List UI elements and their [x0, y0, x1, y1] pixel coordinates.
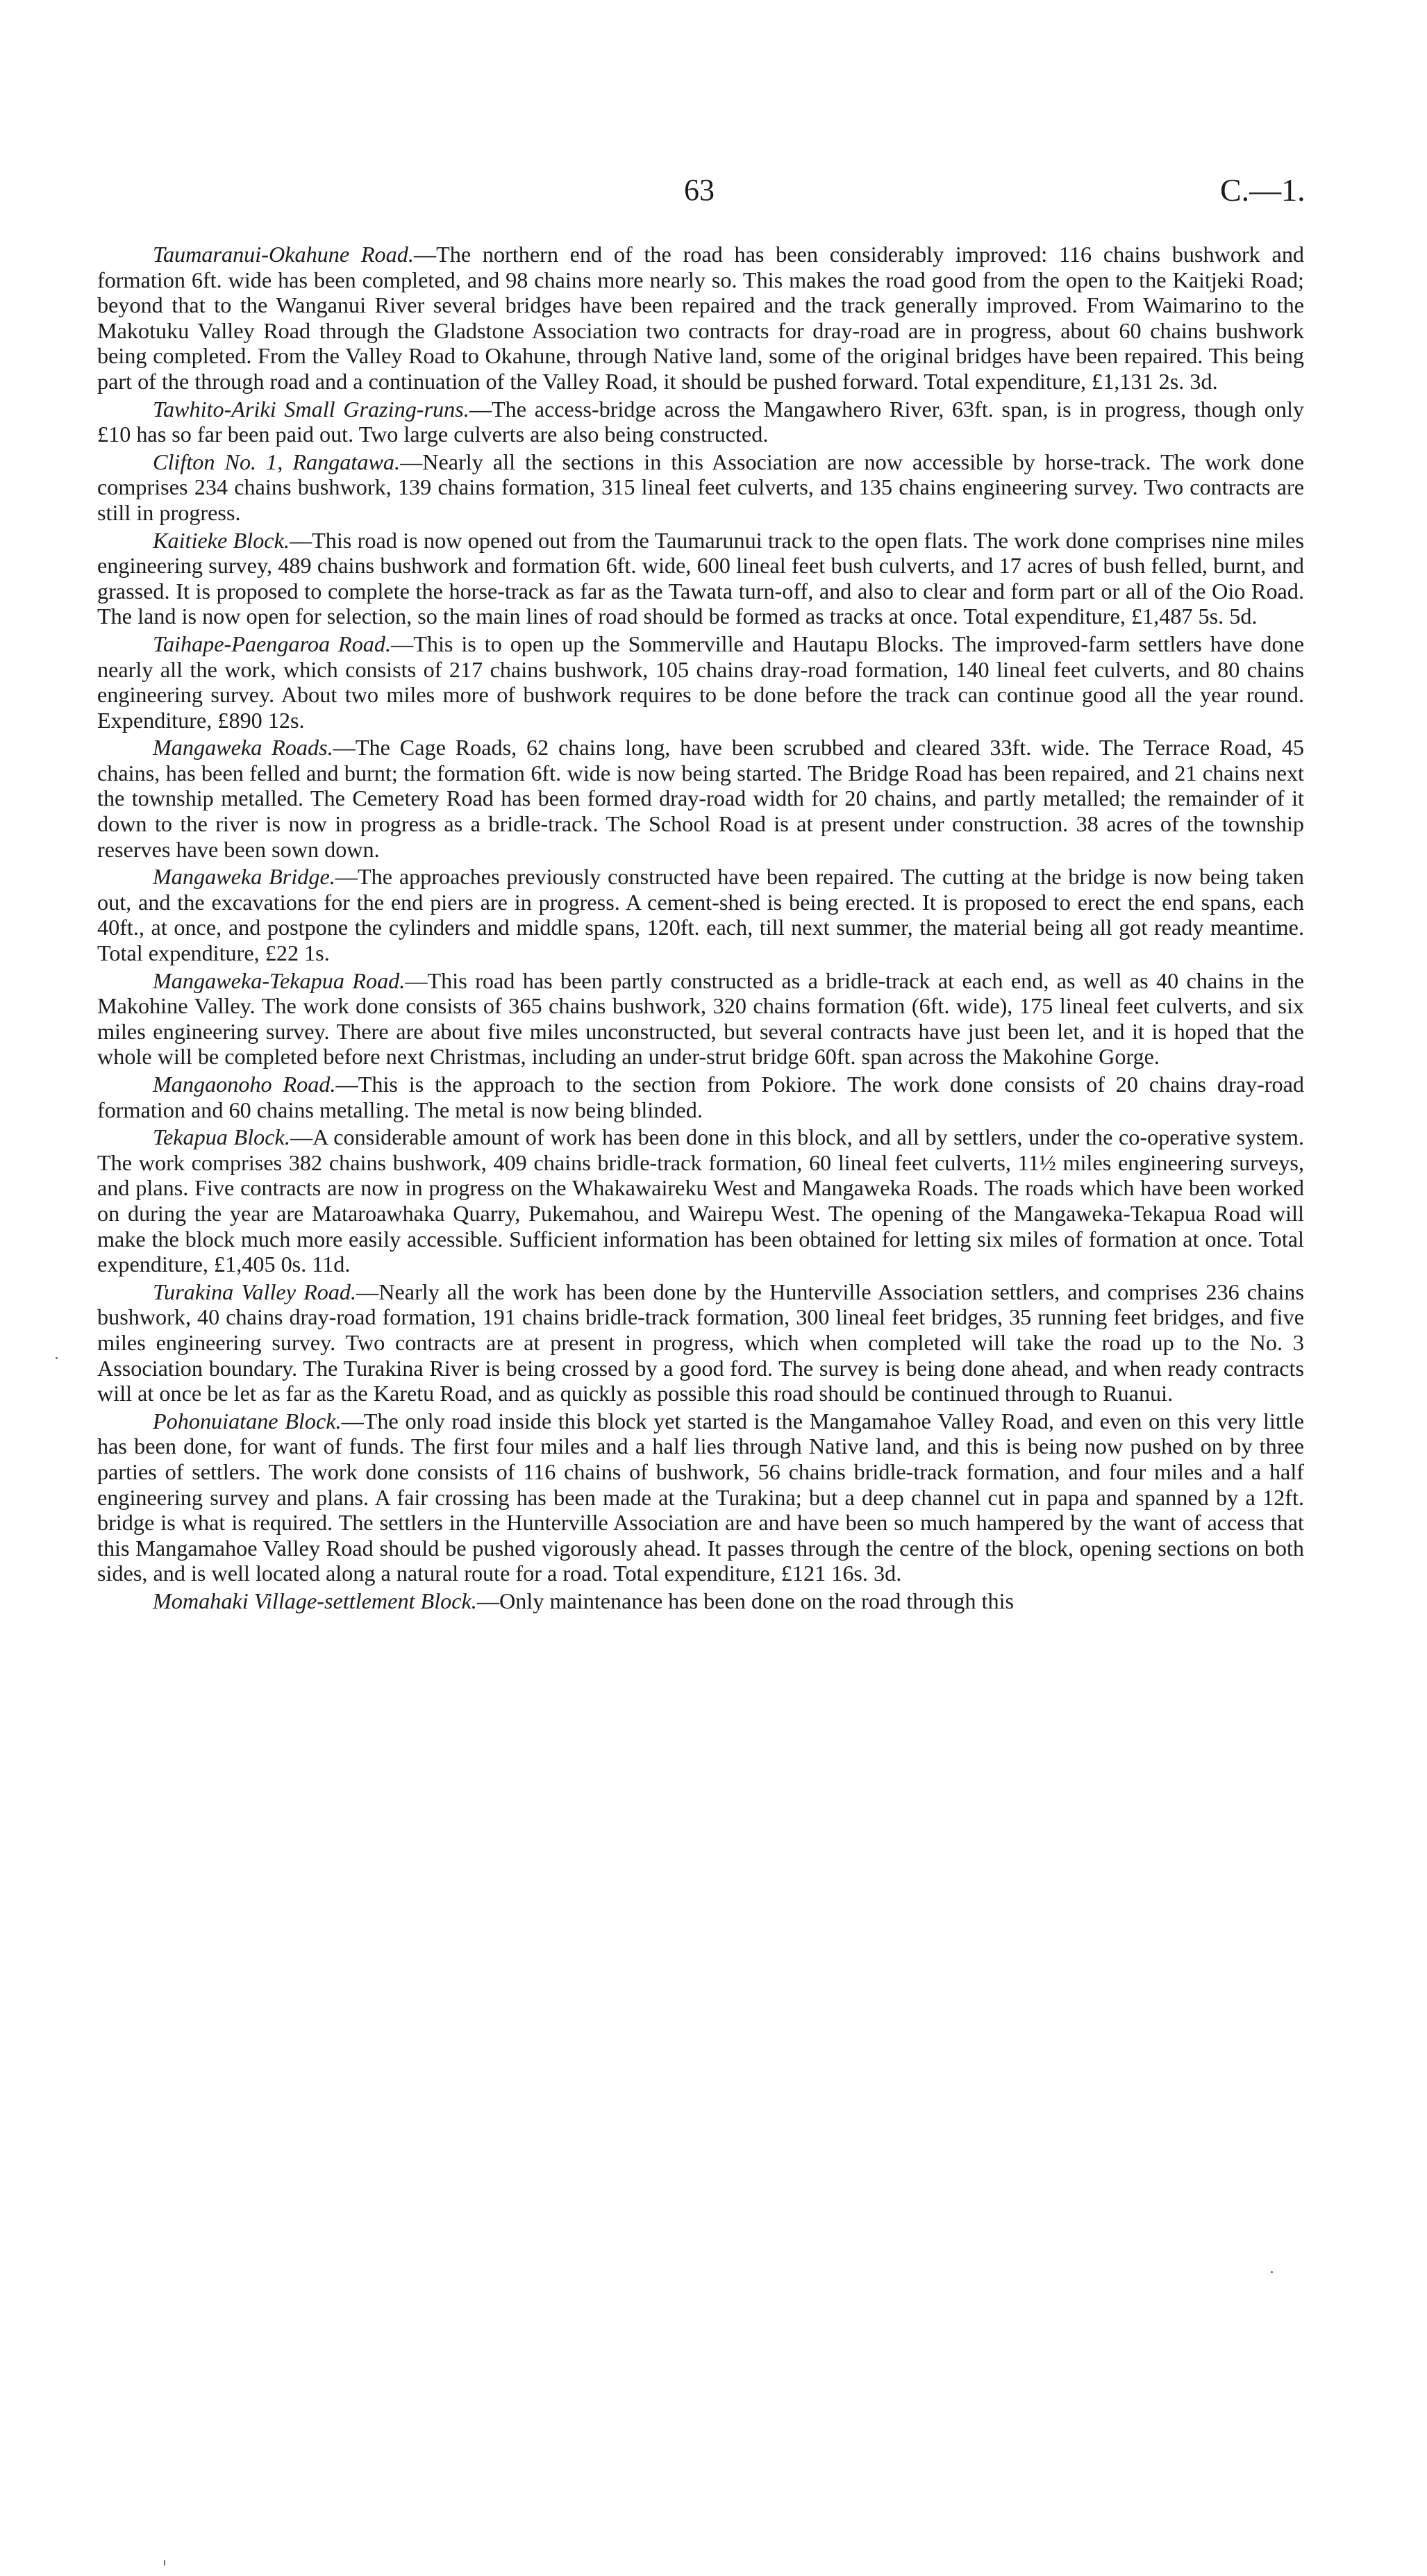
paragraph-text: —This road is now opened out from the Taumarunui track to the open flats. The work done comprises nine miles engineering survey, 489 chains bushwork and formation 6ft. wide, 600 lineal feet bush culverts, and 17 acres of bush felled, burnt, and grassed. It is proposed to complete the horse-track as far as the Tawata turn-off, and also to clear and form part or all of the Oio Road. The land is now open for selection, so the main lines of road should be formed as tracks at once. Total expenditure, £1,487 5s. 5d. [97, 527, 1304, 629]
paragraph-title: Kaitieke Block. [153, 527, 290, 553]
paragraph-kaitieke-block [97, 528, 1304, 629]
paragraph-momahaki-village-settlement [97, 1588, 1304, 1614]
paragraph-title: Tekapua Block. [153, 1124, 290, 1150]
body-text [97, 242, 1304, 1615]
paragraph-text: —The approaches previously constructed have been repaired. The cutting at the bridge is now being taken out, and the excavations for the end piers are in progress. A cement-shed is being erected. It is proposed to erect the end spans, each 40ft., at once, and postpone the cylinders and middle spans, 120ft. each, till next summer, the material being all got ready meantime. Total expenditure, £22 1s. [97, 864, 1304, 966]
paragraph-text: —This road has been partly constructed as a bridle-track at each end, as well as 40 chains in the Makohine Valley. The work done consists of 365 chains bushwork, 320 chains formation (6ft. wide), 175 lineal feet culverts, and six miles engineering survey. There are about five miles unconstructed, but several contracts have just been let, and it is hoped that the whole will be completed before next Christmas, including an under-strut bridge 60ft. span across the Makohine Gorge. [97, 967, 1304, 1070]
paragraph-text: —The northern end of the road has been considerably improved: 116 chains bushwork and formation 6ft. wide has been completed, and 98 chains more nearly so. This makes the road good from the open to the Kaitjeki Road; beyond that to the Wanganui River several bridges have been repaired and the track generally improved. From Waimarino to the Makotuku Valley Road through the Gladstone Association two contracts for dray-road are in progress, about 60 chains bushwork being completed. From the Valley Road to Okahune, through Native land, some of the original bridges have been repaired. This being part of the through road and a continuation of the Valley Road, it should be pushed forward. Total expenditure, £1,131 2s. 3d. [97, 242, 1305, 394]
page-number: 63 [684, 173, 715, 207]
paragraph-title: Taumaranui-Okahune Road. [153, 242, 414, 267]
paragraph-text: —This is to open up the Sommerville and Hautapu Blocks. The improved-farm settlers have done nearly all the work, which consists of 217 chains bushwork, 105 chains dray-road formation, 140 lineal feet culverts, and 80 chains engineering survey. About two miles more of bushwork requires to be done before the track can continue good all the year round. Expenditure, £890 12s. [97, 631, 1304, 733]
paragraph-title: Taihape-Paengaroa Road. [153, 631, 392, 656]
paragraph-tawhito-ariki [97, 397, 1304, 447]
paragraph-title: Mangaonoho Road. [153, 1072, 336, 1097]
paragraph-mangaweka-tekapua-road [97, 968, 1304, 1070]
paragraph-text: —A considerable amount of work has been done in this block, and all by settlers, under the co-operative system. The work comprises 382 chains bushwork, 409 chains bridle-track formation, 60 lineal feet culverts, 11½ miles engineering surveys, and plans. Five contracts are now in progress on the Whakawaireku West and Mangaweka Roads. The roads which have been worked on during the year are Mataroawhaka Quarry, Pukemahou, and Wairepu West. The opening of the Mangaweka-Tekapua Road will make the block much more easily accessible. Sufficient information has been obtained for letting six miles of formation at once. Total expenditure, £1,405 0s. 11d. [97, 1124, 1304, 1277]
paragraph-taihape-paengaroa-road [97, 631, 1304, 733]
paragraph-text: —Only maintenance has been done on the road through this [476, 1588, 1015, 1613]
paragraph-title: Momahaki Village-settlement Block. [153, 1588, 477, 1613]
paragraph-taumaranui-okahune-road [97, 242, 1304, 394]
paragraph-text: —Nearly all the work has been done by the Hunterville Association settlers, and comprises 236 chains bushwork, 40 chains dray-road formation, 191 chains bridle-track formation, 300 lineal feet bridges, 35 running feet bridges, and five miles engineering survey. Two contracts are at present in progress, which when completed will take the road up to the No. 3 Association boundary. The Turakina River is being crossed by a good ford. The survey is being done ahead, and when ready contracts will at once be let as far as the Karetu Road, and as quickly as possible this road should be continued through to Ruanui. [97, 1279, 1304, 1406]
paragraph-pohonuiatane-block [97, 1409, 1304, 1586]
document-reference: C.—1. [1220, 172, 1305, 208]
paragraph-title: Mangaweka Bridge. [153, 864, 335, 890]
paragraph-text: —The only road inside this block yet started is the Mangamahoe Valley Road, and even on this very little has been done, for want of funds. The first four miles and a half lies through Native land, and this is being now pushed on by three parties of settlers. The work done consists of 116 chains of bushwork, 56 chains bridle-track formation, and four miles and a half engineering survey and plans. A fair crossing has been made at the Turakina; but a deep channel cut in papa and spanned by a 12ft. bridge is what is required. The settlers in the Hunterville Association are and have been so much hampered by the want of access that this Mangamahoe Valley Road should be pushed vigorously ahead. It passes through the centre of the block, opening sections on both sides, and is well located along a natural route for a road. Total expenditure, £121 16s. 3d. [97, 1408, 1305, 1586]
paragraph-text: —This is the approach to the section from Pokiore. The work done consists of 20 chains dray-road formation and 60 chains metalling. The metal is now being blinded. [97, 1072, 1304, 1122]
scan-speck [1271, 2271, 1273, 2273]
paragraph-text: —Nearly all the sections in this Association are now accessible by horse-track. The work done comprises 234 chains bushwork, 139 chains formation, 315 lineal feet culverts, and 135 chains engineering survey. Two contracts are still in progress. [97, 449, 1304, 525]
paragraph-clifton-rangatawa [97, 449, 1304, 526]
paragraph-mangaonoho-road [97, 1072, 1304, 1122]
paragraph-title: Mangaweka Roads. [153, 735, 333, 761]
paragraph-title: Tawhito-Ariki Small Grazing-runs. [153, 396, 469, 422]
scan-speck [56, 1357, 58, 1359]
paragraph-text: —The Cage Roads, 62 chains long, have been scrubbed and cleared 33ft. wide. The Terrace Road, 45 chains, has been felled and burnt; the formation 6ft. wide is now being started. The Bridge Road has been repaired, and 21 chains next the township metalled. The Cemetery Road has been formed dray-road width for 20 chains, and partly metalled; the remainder of it down to the river is now in progress as a bridle-track. The School Road is at present under construction. 38 acres of the township reserves have been sown down. [97, 735, 1305, 862]
scan-speck [164, 2560, 165, 2566]
paragraph-tekapua-block [97, 1124, 1304, 1277]
paragraph-mangaweka-bridge [97, 864, 1304, 965]
paragraph-title: Mangaweka-Tekapua Road. [153, 967, 406, 993]
paragraph-mangaweka-roads [97, 735, 1304, 862]
paragraph-title: Clifton No. 1, Rangatawa. [153, 449, 401, 474]
paragraph-title: Pohonuiatane Block. [153, 1408, 342, 1434]
paragraph-turakina-valley-road [97, 1279, 1304, 1406]
paragraph-text: —The access-bridge across the Mangawhero River, 63ft. span, is in progress, though only £10 has so far been paid out. Two large culverts are also being constructed. [97, 396, 1304, 447]
paragraph-title: Turakina Valley Road. [153, 1279, 357, 1304]
